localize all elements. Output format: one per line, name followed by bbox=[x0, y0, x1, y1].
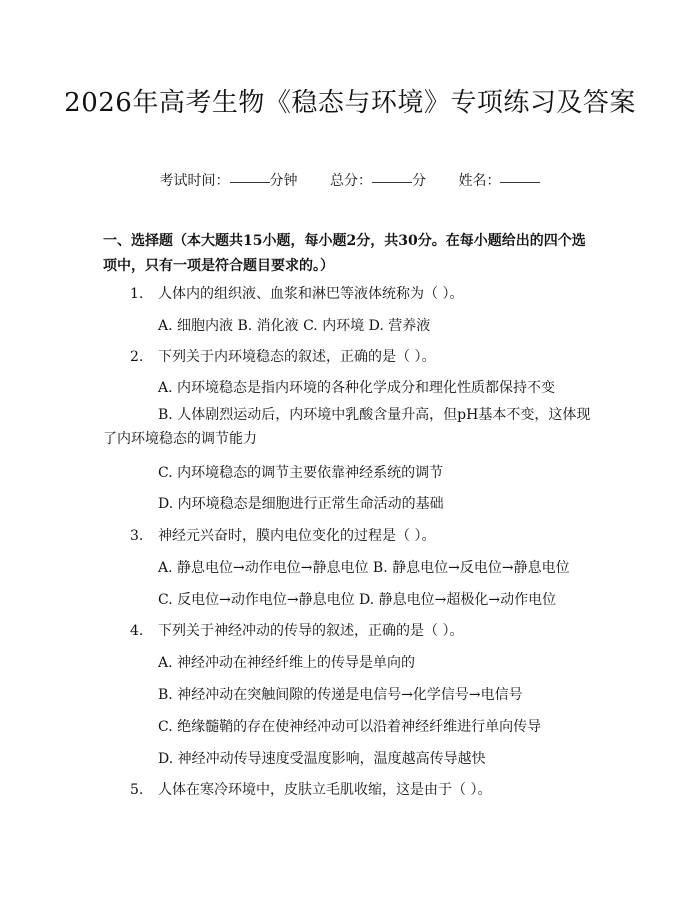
question-options: A. 细胞内液 B. 消化液 C. 内环境 D. 营养液 bbox=[158, 318, 431, 334]
question-number: 1. bbox=[130, 286, 144, 302]
name-field bbox=[458, 170, 540, 190]
question-text: 人体在寒冷环境中，皮肤立毛肌收缩，这是由于（ ）。 bbox=[158, 782, 492, 798]
name-blank bbox=[500, 182, 540, 183]
time-label: 考试时间： bbox=[159, 173, 230, 189]
options-ab: A. 静息电位→动作电位→静息电位 B. 静息电位→反电位→静息电位 bbox=[158, 560, 570, 576]
score-field bbox=[330, 170, 426, 190]
question bbox=[130, 779, 491, 799]
option-b: B. 人体剧烈运动后，内环境中乳酸含量升高，但pH基本不变，这体现了内环境稳态的调节能力 bbox=[103, 407, 591, 447]
option-c: C. 内环境稳态的调节主要依靠神经系统的调节 bbox=[158, 465, 444, 481]
question bbox=[130, 525, 435, 545]
question-text: 人体内的组织液、血浆和淋巴等液体统称为（ ）。 bbox=[158, 286, 464, 302]
time-unit: 分钟 bbox=[269, 173, 298, 189]
option-b: B. 神经冲动在突触间隙的传递是电信号→化学信号→电信号 bbox=[158, 687, 523, 703]
option-d: D. 内环境稳态是细胞进行正常生命活动的基础 bbox=[158, 496, 444, 512]
exam-meta bbox=[0, 170, 700, 190]
question bbox=[130, 283, 463, 303]
question-number: 4. bbox=[130, 623, 144, 639]
question-number: 2. bbox=[130, 349, 144, 365]
question bbox=[130, 346, 435, 366]
time-blank bbox=[230, 182, 270, 183]
options-cd: C. 反电位→动作电位→静息电位 D. 静息电位→超极化→动作电位 bbox=[158, 592, 557, 608]
option-a: A. 神经冲动在神经纤维上的传导是单向的 bbox=[158, 655, 416, 671]
option-d: D. 神经冲动传导速度受温度影响，温度越高传导越快 bbox=[158, 751, 486, 767]
time-field bbox=[160, 170, 298, 190]
option-c: C. 绝缘髓鞘的存在使神经冲动可以沿着神经纤维进行单向传导 bbox=[158, 719, 542, 735]
question-number: 3. bbox=[130, 528, 144, 544]
question-text: 下列关于神经冲动的传导的叙述，正确的是（ ）。 bbox=[158, 623, 464, 639]
name-label: 姓名： bbox=[458, 173, 501, 189]
question-text: 神经元兴奋时，膜内电位变化的过程是（ ）。 bbox=[158, 528, 436, 544]
score-unit: 分 bbox=[412, 173, 426, 189]
page-title: 2026年高考生物《稳态与环境》专项练习及答案 bbox=[64, 88, 636, 118]
score-blank bbox=[372, 182, 412, 183]
score-label: 总分： bbox=[330, 173, 372, 189]
option-a: A. 内环境稳态是指内环境的各种化学成分和理化性质都保持不变 bbox=[158, 380, 556, 396]
question bbox=[130, 620, 463, 640]
question-number: 5. bbox=[130, 782, 144, 798]
section-heading: 一、选择题（本大题共15小题，每小题2分，共30分。在每小题给出的四个选项中，只有一项是符合题目要求的。） bbox=[103, 233, 586, 274]
question-text: 下列关于内环境稳态的叙述，正确的是（ ）。 bbox=[158, 349, 436, 365]
